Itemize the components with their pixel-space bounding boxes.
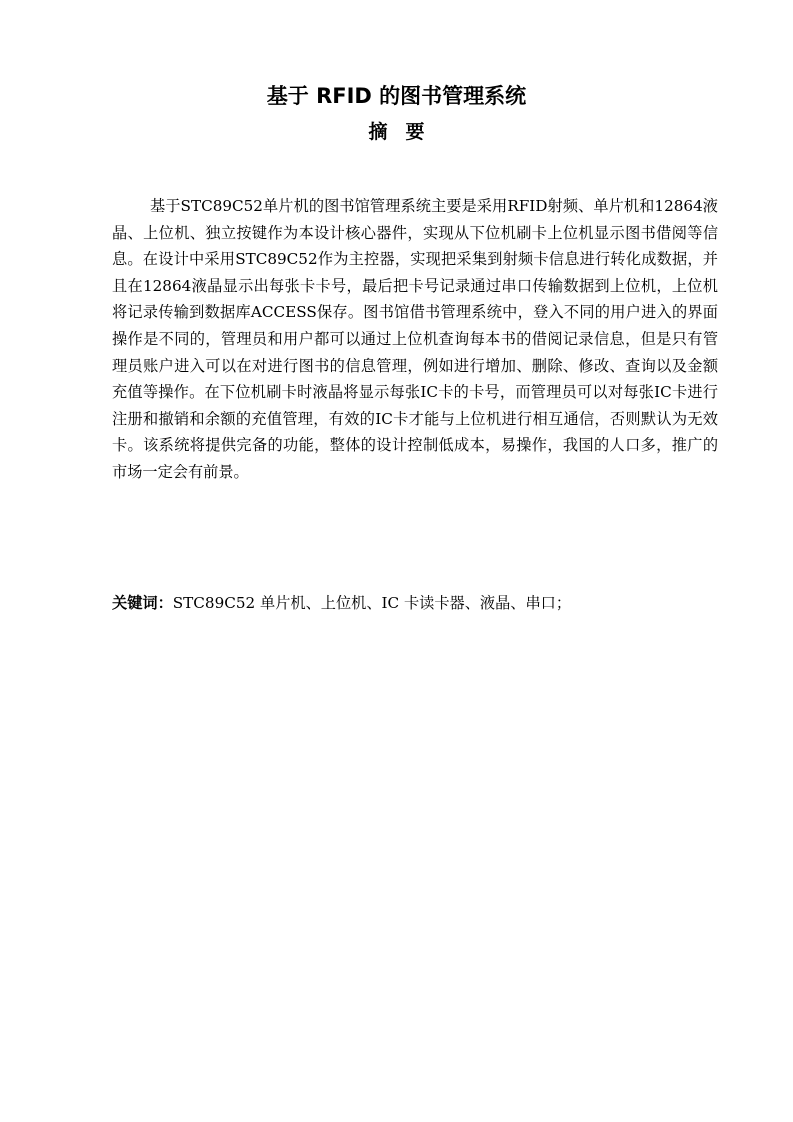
keywords-label: 关键词： (112, 594, 173, 612)
abstract-paragraph: 基于STC89C52单片机的图书馆管理系统主要是采用RFID射频、单片机和12864液晶、上位机、独立按键作为本设计核心器件，实现从下位机刷卡上位机显示图书借阅等信息。在设计中采用STC89C52作为主控器，实现把采集到射频卡信息进行转化成数据，并且在12864液晶显示出每张卡卡号，最后把卡号记录通过串口传输数据到上位机，上位机将记录传输到数据库ACCESS保存。图书馆借书管理系统中，登入不同的用户进入的界面操作是不同的，管理员和用户都可以通过上位机查询每本书的借阅记录信息，但是只有管理员账户进入可以在对进行图书的信息管理，例如进行增加、删除、修改、查询以及金额充值等操作。在下位机刷卡时液晶将显示每张IC卡的卡号，而管理员可以对每张IC卡进行注册和撤销和余额的充值管理，有效的IC卡才能与上位机进行相互通信，否则默认为无效卡。该系统将提供完备的功能，整体的设计控制低成本，易操作，我国的人口多，推广的市场一定会有前景。 (112, 197, 718, 481)
abstract-heading: 摘要 (368, 121, 443, 143)
keywords-line (112, 590, 718, 616)
keywords-text: STC89C52 单片机、上位机、IC 卡读卡器、液晶、串口； (172, 594, 572, 612)
document-title: 基于 RFID 的图书管理系统 (266, 84, 527, 108)
